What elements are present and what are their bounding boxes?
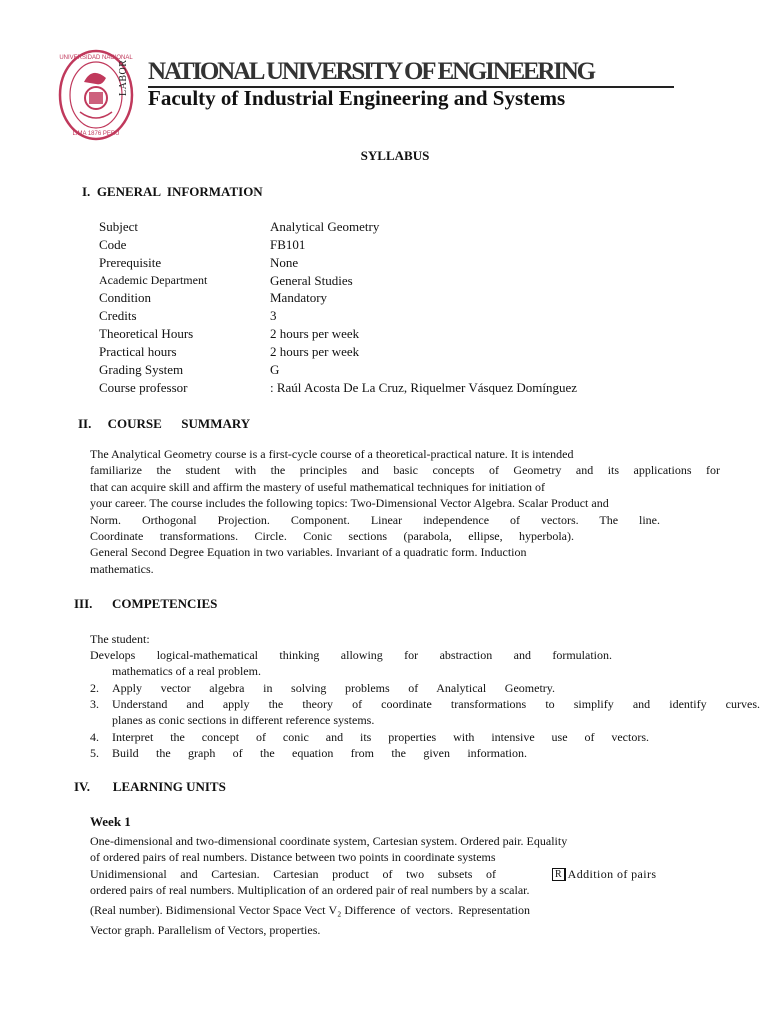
section-general-heading: [82, 184, 263, 200]
week-line: One-dimensional and two-dimensional coordinate system, Cartesian system. Ordered pair. Equality: [90, 834, 568, 848]
week-line: ordered pairs of real numbers. Multiplication of an ordered pair of real numbers by a scalar.: [90, 883, 530, 898]
labor-label: LABOR: [118, 59, 129, 96]
competency-number: 5.: [90, 746, 99, 760]
week-line: [90, 866, 690, 882]
info-value: G: [270, 362, 280, 377]
info-value: : Raúl Acosta De La Cruz, Riquelmer Vásquez Domínguez: [270, 380, 577, 395]
week-line: [90, 902, 690, 918]
info-label: Grading System: [99, 362, 184, 377]
info-row: [99, 362, 659, 380]
svg-text:UNIVERSIDAD NACIONAL: UNIVERSIDAD NACIONAL: [59, 55, 133, 61]
info-row: [99, 326, 659, 344]
info-row: [99, 380, 659, 398]
info-value: Analytical Geometry: [270, 219, 380, 234]
info-label: Condition: [99, 290, 152, 305]
real-numbers-symbol: R: [552, 868, 566, 881]
summary-line: your career. The course includes the following topics: Two-Dimensional Vector Algebra. Scalar Product and: [90, 496, 609, 511]
info-label: Academic Department: [99, 273, 208, 287]
faculty-name: Faculty of Industrial Engineering and Systems: [148, 86, 566, 110]
week-line: of ordered pairs of real numbers. Distance between two points in coordinate systems: [90, 850, 496, 865]
info-row: [99, 290, 659, 308]
info-row: [99, 219, 659, 237]
info-row: [99, 308, 659, 326]
competencies-intro: The student:: [90, 632, 150, 646]
svg-text:LIMA 1876 PERÚ: LIMA 1876 PERÚ: [72, 131, 120, 137]
info-label: Theoretical Hours: [99, 326, 194, 341]
section-number: I.: [82, 184, 91, 199]
info-value: 2 hours per week: [270, 326, 360, 341]
info-label: Credits: [99, 308, 137, 323]
competency-number: 4.: [90, 730, 99, 744]
course-summary: [90, 446, 720, 577]
info-value: 2 hours per week: [270, 344, 360, 359]
info-row: [99, 344, 659, 362]
info-row: [99, 255, 659, 273]
info-value: 3: [270, 308, 277, 323]
competency-item: [90, 647, 612, 680]
section-competencies-heading: [74, 596, 217, 612]
document-title: SYLLABUS: [360, 148, 430, 163]
week-line-part: Addition of pairs: [567, 866, 657, 881]
info-label: Prerequisite: [99, 255, 162, 270]
summary-line: General Second Degree Equation in two variables. Invariant of a quadratic form. Induction: [90, 545, 527, 560]
info-label: Code: [99, 237, 127, 252]
week-line: Vector graph. Parallelism of Vectors, properties.: [90, 923, 321, 938]
section-title: GENERAL INFORMATION: [96, 184, 263, 199]
info-label: Subject: [99, 219, 138, 234]
section-summary-heading: [78, 416, 250, 432]
summary-line: The Analytical Geometry course is a first-cycle course of a theoretical-practical nature. It is intended: [90, 447, 574, 461]
info-row: [99, 273, 659, 291]
summary-line: that can acquire skill and affirm the mastery of useful mathematical techniques for initiation of: [90, 479, 545, 494]
week-content: [90, 833, 690, 938]
info-label: Practical hours: [99, 344, 177, 359]
competency-number: 3.: [90, 697, 99, 711]
info-value: Mandatory: [270, 290, 328, 305]
section-number: III.: [74, 596, 93, 611]
info-label: Course professor: [99, 380, 188, 395]
info-row: [99, 237, 659, 255]
competency-item: [90, 745, 760, 761]
competency-item: [90, 729, 760, 745]
competency-text: Build the graph of the equation from the given information.: [112, 746, 527, 760]
competency-text: Understand and apply the theory of coordinate transformations to simplify and identify curves.: [112, 697, 760, 711]
info-value: None: [270, 255, 299, 270]
summary-line: Coordinate transformations. Circle. Conic sections (parabola, ellipse, hyperbola).: [90, 529, 574, 544]
competency-item: [90, 680, 760, 696]
competency-text: Interpret the concept of conic and its properties with intensive use of vectors.: [112, 730, 649, 744]
week-line-part: (Real number). Bidimensional Vector Space Vect: [90, 902, 326, 917]
section-title: LEARNING UNITS: [112, 779, 226, 794]
week-line-part: Difference of vectors. Representation: [344, 902, 531, 917]
competency-number: 2.: [90, 681, 99, 695]
competency-item: [90, 696, 760, 729]
section-title: COURSE SUMMARY: [107, 416, 251, 431]
competency-text: Apply vector algebra in solving problems of Analytical Geometry.: [112, 681, 555, 695]
summary-line: familiarize the student with the principles and basic concepts of Geometry and its applications for: [90, 463, 720, 478]
section-number: II.: [78, 416, 92, 431]
week-line-part: Unidimensional and Cartesian. Cartesian product of two subsets of: [90, 866, 496, 881]
week-title: Week 1: [90, 814, 131, 829]
section-title: COMPETENCIES: [111, 596, 218, 611]
university-name: NATIONAL UNIVERSITY OF ENGINEERING: [148, 58, 594, 85]
competency-text: mathematics of a real problem.: [112, 664, 261, 679]
competency-text: planes as conic sections in different reference systems.: [112, 713, 375, 728]
summary-line: Norm. Orthogonal Projection. Component. Linear independence of vectors. The line.: [90, 512, 660, 527]
section-number: IV.: [74, 779, 91, 794]
summary-line: mathematics.: [90, 561, 154, 576]
info-value: General Studies: [270, 273, 353, 288]
info-value: FB101: [270, 237, 306, 252]
competency-text: Develops logical-mathematical thinking allowing for abstraction and formulation.: [90, 648, 612, 662]
vector-space-symbol: V₂: [328, 902, 342, 917]
section-units-heading: [74, 779, 226, 795]
